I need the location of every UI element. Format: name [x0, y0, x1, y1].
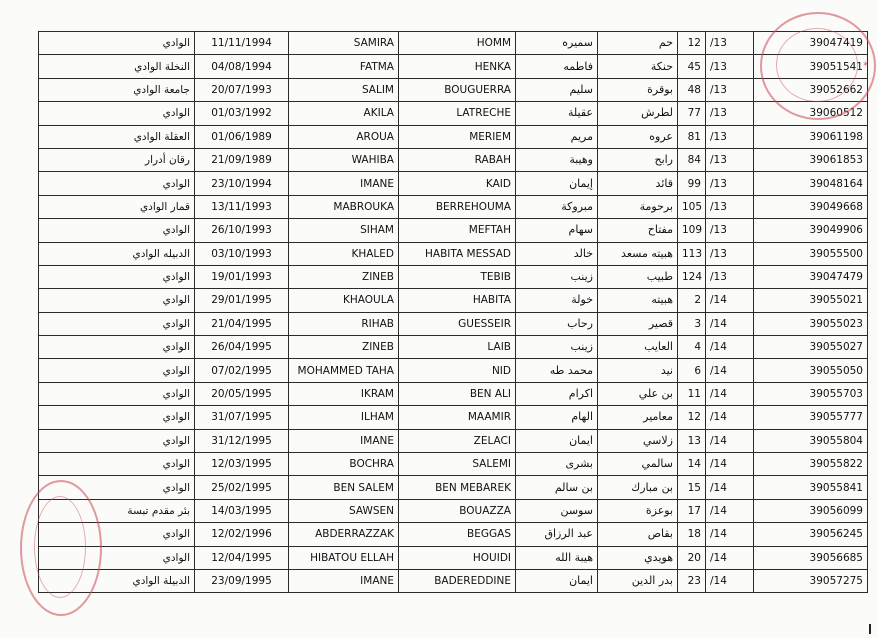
cell-ar-fname: محمد طه	[516, 359, 598, 382]
cell-fname: SALIM	[289, 78, 399, 101]
cell-lname: MEFTAH	[399, 219, 516, 242]
cell-fname: ZINEB	[289, 336, 399, 359]
student-roster-table	[38, 31, 868, 593]
corner-mark	[869, 624, 871, 634]
cell-ar-lname: هبيته مسعد	[598, 242, 678, 265]
table-row	[39, 569, 868, 592]
cell-fname: IMANE	[289, 172, 399, 195]
cell-place: الوادي	[39, 312, 195, 335]
cell-place: رقان أدرار	[39, 148, 195, 171]
cell-dob: 01/03/1992	[195, 102, 289, 125]
table-row	[39, 476, 868, 499]
cell-code: 39056685	[754, 546, 868, 569]
cell-lname: HOMM	[399, 32, 516, 55]
table-row	[39, 359, 868, 382]
cell-num: 6	[678, 359, 706, 382]
cell-code: 39061853	[754, 148, 868, 171]
cell-fname: SAMIRA	[289, 32, 399, 55]
cell-dob: 04/08/1994	[195, 55, 289, 78]
cell-dob: 26/04/1995	[195, 336, 289, 359]
table-row	[39, 336, 868, 359]
cell-num: 48	[678, 78, 706, 101]
cell-fname: IKRAM	[289, 382, 399, 405]
cell-num: 81	[678, 125, 706, 148]
table-row	[39, 265, 868, 288]
table-row	[39, 148, 868, 171]
cell-code: 39061198	[754, 125, 868, 148]
cell-dob: 23/09/1995	[195, 569, 289, 592]
cell-grp: /14	[706, 382, 754, 405]
cell-grp: /13	[706, 102, 754, 125]
cell-ar-lname: رابح	[598, 148, 678, 171]
cell-place: الوادي	[39, 476, 195, 499]
cell-grp: /13	[706, 195, 754, 218]
cell-dob: 20/05/1995	[195, 382, 289, 405]
cell-grp: /14	[706, 546, 754, 569]
cell-num: 11	[678, 382, 706, 405]
cell-ar-fname: زينب	[516, 265, 598, 288]
cell-ar-fname: هيبة الله	[516, 546, 598, 569]
cell-place: الوادي	[39, 523, 195, 546]
cell-grp: /14	[706, 312, 754, 335]
cell-fname: BEN SALEM	[289, 476, 399, 499]
cell-grp: /13	[706, 172, 754, 195]
cell-place: الوادي	[39, 32, 195, 55]
cell-lname: MERIEM	[399, 125, 516, 148]
cell-grp: /14	[706, 476, 754, 499]
cell-grp: /14	[706, 289, 754, 312]
cell-fname: AROUA	[289, 125, 399, 148]
cell-fname: SIHAM	[289, 219, 399, 242]
cell-dob: 13/11/1993	[195, 195, 289, 218]
table-row	[39, 523, 868, 546]
cell-grp: /13	[706, 148, 754, 171]
cell-grp: /14	[706, 429, 754, 452]
cell-fname: ILHAM	[289, 406, 399, 429]
cell-lname: NID	[399, 359, 516, 382]
cell-code: 39048164	[754, 172, 868, 195]
cell-lname: RABAH	[399, 148, 516, 171]
cell-ar-lname: برحومة	[598, 195, 678, 218]
cell-code: 39052662	[754, 78, 868, 101]
cell-dob: 21/04/1995	[195, 312, 289, 335]
cell-fname: SAWSEN	[289, 499, 399, 522]
cell-fname: RIHAB	[289, 312, 399, 335]
cell-dob: 26/10/1993	[195, 219, 289, 242]
cell-ar-fname: مبروكة	[516, 195, 598, 218]
cell-num: 113	[678, 242, 706, 265]
cell-grp: /14	[706, 569, 754, 592]
cell-lname: HENKA	[399, 55, 516, 78]
table-row	[39, 499, 868, 522]
cell-dob: 14/03/1995	[195, 499, 289, 522]
table-row	[39, 289, 868, 312]
cell-grp: /13	[706, 219, 754, 242]
cell-grp: /13	[706, 265, 754, 288]
cell-place: جامعة الوادي	[39, 78, 195, 101]
cell-code: 39047479	[754, 265, 868, 288]
cell-ar-lname: هبيته	[598, 289, 678, 312]
cell-place: الوادي	[39, 453, 195, 476]
cell-fname: IMANE	[289, 429, 399, 452]
cell-place: الوادي	[39, 336, 195, 359]
cell-num: 3	[678, 312, 706, 335]
cell-num: 45	[678, 55, 706, 78]
table-row	[39, 219, 868, 242]
cell-grp: /13	[706, 125, 754, 148]
cell-ar-lname: بدر الدين	[598, 569, 678, 592]
cell-ar-lname: مفتاح	[598, 219, 678, 242]
cell-dob: 31/12/1995	[195, 429, 289, 452]
cell-code: 39055822	[754, 453, 868, 476]
cell-ar-lname: قصير	[598, 312, 678, 335]
cell-ar-fname: خالد	[516, 242, 598, 265]
cell-ar-lname: حم	[598, 32, 678, 55]
cell-ar-fname: سوسن	[516, 499, 598, 522]
cell-code: 39051541	[754, 55, 868, 78]
cell-code: 39055841	[754, 476, 868, 499]
cell-num: 84	[678, 148, 706, 171]
cell-num: 2	[678, 289, 706, 312]
table-row	[39, 242, 868, 265]
cell-ar-lname: لطرش	[598, 102, 678, 125]
cell-num: 17	[678, 499, 706, 522]
cell-ar-fname: بشرى	[516, 453, 598, 476]
cell-ar-fname: ايمان	[516, 429, 598, 452]
cell-fname: BOCHRA	[289, 453, 399, 476]
cell-grp: /14	[706, 359, 754, 382]
cell-num: 18	[678, 523, 706, 546]
cell-place: الوادي	[39, 219, 195, 242]
cell-grp: /14	[706, 499, 754, 522]
cell-code: 39060512	[754, 102, 868, 125]
cell-num: 109	[678, 219, 706, 242]
cell-place: الوادي	[39, 429, 195, 452]
cell-lname: BERREHOUMA	[399, 195, 516, 218]
cell-fname: WAHIBA	[289, 148, 399, 171]
cell-num: 20	[678, 546, 706, 569]
cell-fname: HIBATOU ELLAH	[289, 546, 399, 569]
cell-fname: IMANE	[289, 569, 399, 592]
cell-ar-lname: قائد	[598, 172, 678, 195]
cell-lname: SALEMI	[399, 453, 516, 476]
table-row	[39, 406, 868, 429]
cell-lname: LATRECHE	[399, 102, 516, 125]
cell-fname: AKILA	[289, 102, 399, 125]
cell-ar-lname: معامير	[598, 406, 678, 429]
cell-grp: /14	[706, 406, 754, 429]
cell-ar-lname: بن مبارك	[598, 476, 678, 499]
cell-place: الوادي	[39, 265, 195, 288]
cell-lname: HABITA MESSAD	[399, 242, 516, 265]
cell-ar-fname: سليم	[516, 78, 598, 101]
cell-ar-lname: بوقرة	[598, 78, 678, 101]
cell-lname: HOUIDI	[399, 546, 516, 569]
cell-ar-fname: وهيبة	[516, 148, 598, 171]
table-row	[39, 102, 868, 125]
cell-place: الوادي	[39, 289, 195, 312]
cell-ar-fname: عبد الرزاق	[516, 523, 598, 546]
cell-ar-fname: مريم	[516, 125, 598, 148]
cell-place: النخلة الوادي	[39, 55, 195, 78]
cell-ar-fname: اكرام	[516, 382, 598, 405]
cell-grp: /14	[706, 523, 754, 546]
cell-grp: /13	[706, 78, 754, 101]
cell-code: 39047419	[754, 32, 868, 55]
table-row	[39, 195, 868, 218]
cell-fname: ZINEB	[289, 265, 399, 288]
cell-num: 124	[678, 265, 706, 288]
cell-code: 39055500	[754, 242, 868, 265]
cell-ar-fname: رحاب	[516, 312, 598, 335]
cell-ar-lname: عروه	[598, 125, 678, 148]
cell-num: 12	[678, 406, 706, 429]
cell-num: 4	[678, 336, 706, 359]
cell-lname: LAIB	[399, 336, 516, 359]
cell-ar-fname: سميره	[516, 32, 598, 55]
cell-ar-fname: فاطمه	[516, 55, 598, 78]
cell-ar-lname: العايب	[598, 336, 678, 359]
cell-ar-lname: بن علي	[598, 382, 678, 405]
cell-place: الدبيله الوادي	[39, 242, 195, 265]
cell-place: بئر مقدم تبسة	[39, 499, 195, 522]
cell-dob: 21/09/1989	[195, 148, 289, 171]
cell-ar-lname: زلاسي	[598, 429, 678, 452]
cell-ar-lname: بوعزة	[598, 499, 678, 522]
cell-lname: KAID	[399, 172, 516, 195]
cell-code: 39049668	[754, 195, 868, 218]
cell-fname: KHAOULA	[289, 289, 399, 312]
cell-code: 39055023	[754, 312, 868, 335]
cell-code: 39055021	[754, 289, 868, 312]
table-row	[39, 78, 868, 101]
cell-code: 39055703	[754, 382, 868, 405]
cell-ar-lname: نيد	[598, 359, 678, 382]
cell-code: 39057275	[754, 569, 868, 592]
table-row	[39, 312, 868, 335]
cell-ar-fname: ايمان	[516, 569, 598, 592]
cell-place: قمار الوادي	[39, 195, 195, 218]
cell-grp: /13	[706, 55, 754, 78]
cell-place: العقلة الوادي	[39, 125, 195, 148]
cell-dob: 12/03/1995	[195, 453, 289, 476]
cell-num: 14	[678, 453, 706, 476]
cell-lname: TEBIB	[399, 265, 516, 288]
cell-place: الوادي	[39, 102, 195, 125]
cell-ar-fname: الهام	[516, 406, 598, 429]
cell-dob: 29/01/1995	[195, 289, 289, 312]
cell-lname: BOUGUERRA	[399, 78, 516, 101]
cell-dob: 03/10/1993	[195, 242, 289, 265]
cell-num: 77	[678, 102, 706, 125]
cell-place: الوادي	[39, 406, 195, 429]
cell-lname: ZELACI	[399, 429, 516, 452]
cell-grp: /13	[706, 32, 754, 55]
cell-dob: 31/07/1995	[195, 406, 289, 429]
table-row	[39, 382, 868, 405]
cell-ar-fname: إيمان	[516, 172, 598, 195]
cell-lname: HABITA	[399, 289, 516, 312]
cell-ar-lname: حنكة	[598, 55, 678, 78]
cell-ar-lname: بقاص	[598, 523, 678, 546]
cell-fname: MOHAMMED TAHA	[289, 359, 399, 382]
cell-lname: MAAMIR	[399, 406, 516, 429]
cell-grp: /13	[706, 242, 754, 265]
cell-fname: FATMA	[289, 55, 399, 78]
cell-code: 39056099	[754, 499, 868, 522]
cell-lname: GUESSEIR	[399, 312, 516, 335]
cell-code: 39055804	[754, 429, 868, 452]
cell-lname: BADEREDDINE	[399, 569, 516, 592]
cell-grp: /14	[706, 453, 754, 476]
cell-code: 39056245	[754, 523, 868, 546]
cell-lname: BEN ALI	[399, 382, 516, 405]
table-row	[39, 172, 868, 195]
cell-dob: 11/11/1994	[195, 32, 289, 55]
cell-num: 99	[678, 172, 706, 195]
cell-place: الوادي	[39, 172, 195, 195]
official-stamp-top: ✶	[760, 12, 876, 120]
cell-place: الدبيلة الوادي	[39, 569, 195, 592]
cell-place: الوادي	[39, 546, 195, 569]
cell-dob: 19/01/1993	[195, 265, 289, 288]
cell-code: 39049906	[754, 219, 868, 242]
table-row	[39, 32, 868, 55]
cell-code: 39055027	[754, 336, 868, 359]
cell-place: الوادي	[39, 382, 195, 405]
cell-dob: 12/02/1996	[195, 523, 289, 546]
cell-code: 39055777	[754, 406, 868, 429]
cell-ar-fname: عقيلة	[516, 102, 598, 125]
cell-dob: 23/10/1994	[195, 172, 289, 195]
cell-ar-lname: طبيب	[598, 265, 678, 288]
cell-num: 15	[678, 476, 706, 499]
cell-ar-fname: بن سالم	[516, 476, 598, 499]
table-row	[39, 429, 868, 452]
cell-fname: MABROUKA	[289, 195, 399, 218]
cell-dob: 01/06/1989	[195, 125, 289, 148]
cell-grp: /14	[706, 336, 754, 359]
table-row	[39, 125, 868, 148]
cell-ar-lname: هويدي	[598, 546, 678, 569]
cell-ar-fname: خولة	[516, 289, 598, 312]
cell-ar-lname: سالمي	[598, 453, 678, 476]
cell-fname: ABDERRAZZAK	[289, 523, 399, 546]
cell-code: 39055050	[754, 359, 868, 382]
cell-num: 12	[678, 32, 706, 55]
cell-fname: KHALED	[289, 242, 399, 265]
cell-dob: 12/04/1995	[195, 546, 289, 569]
cell-lname: BEGGAS	[399, 523, 516, 546]
cell-dob: 25/02/1995	[195, 476, 289, 499]
cell-lname: BEN MEBAREK	[399, 476, 516, 499]
cell-dob: 20/07/1993	[195, 78, 289, 101]
cell-lname: BOUAZZA	[399, 499, 516, 522]
cell-ar-fname: زينب	[516, 336, 598, 359]
roster-body	[39, 32, 868, 593]
cell-place: الوادي	[39, 359, 195, 382]
cell-dob: 07/02/1995	[195, 359, 289, 382]
table-row	[39, 546, 868, 569]
cell-num: 105	[678, 195, 706, 218]
cell-num: 13	[678, 429, 706, 452]
table-row	[39, 453, 868, 476]
cell-num: 23	[678, 569, 706, 592]
cell-ar-fname: سهام	[516, 219, 598, 242]
table-row	[39, 55, 868, 78]
